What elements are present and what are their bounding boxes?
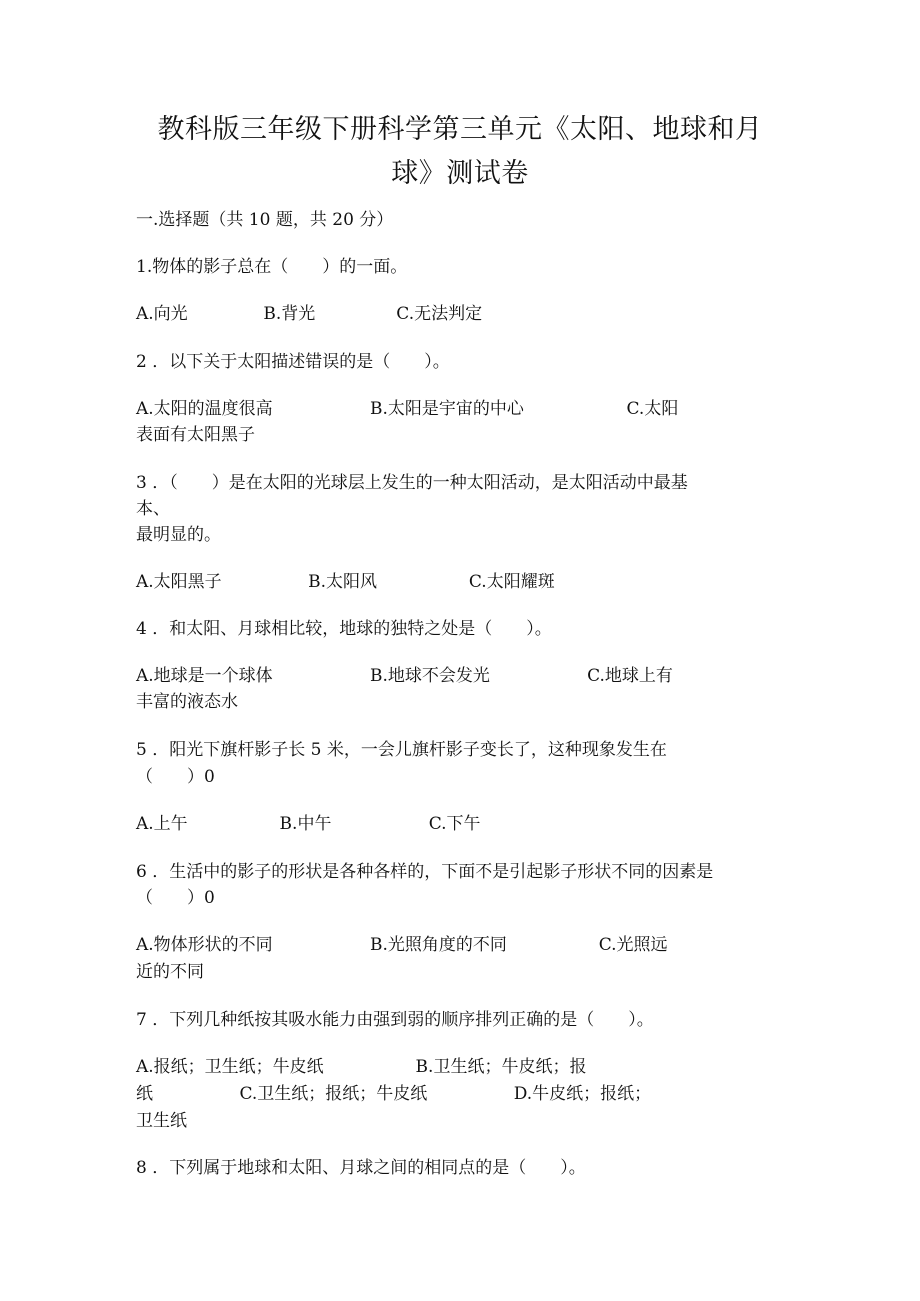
q5-stem-line1: 5 ．阳光下旗杆影子长 5 米，一会儿旗杆影子变长了，这种现象发生在 [136,740,667,760]
q4-stem: 4 ．和太阳、月球相比较，地球的独特之处是（ ）。 [136,619,552,639]
section-header: 一.选择题（共 10 题，共 20 分） [136,210,394,230]
q4-options-line2: 丰富的液态水 [136,692,238,712]
q1-options: A.向光 B.背光 C.无法判定 [136,304,483,324]
q5-options: A.上午 B.中午 C.下午 [136,814,481,834]
q7-options-line1: A.报纸；卫生纸；牛皮纸 B.卫生纸；牛皮纸；报 [136,1057,587,1077]
q3-stem-line1: 3 ．（ ）是在太阳的光球层上发生的一种太阳活动，是太阳活动中最基 [136,473,688,493]
title-line-1: 教科版三年级下册科学第三单元《太阳、地球和月 [157,114,763,145]
q7-options-line3: 卫生纸 [136,1111,187,1131]
q7-options-line2: 纸 C.卫生纸；报纸；牛皮纸 D.牛皮纸；报纸； [136,1084,652,1104]
q2-options-line1: A.太阳的温度很高 B.太阳是宇宙的中心 C.太阳 [136,399,679,419]
q7-stem: 7 ．下列几种纸按其吸水能力由强到弱的顺序排列正确的是（ ）。 [136,1010,654,1030]
q1-stem: 1.物体的影子总在（ ）的一面。 [136,257,408,277]
q6-stem-line2: （ ）0 [136,888,215,908]
q2-stem: 2 ．以下关于太阳描述错误的是（ ）。 [136,352,450,372]
q3-options: A.太阳黑子 B.太阳风 C.太阳耀斑 [136,572,555,592]
q8-stem: 8 ．下列属于地球和太阳、月球之间的相同点的是（ ）。 [136,1158,586,1178]
q6-stem-line1: 6 ．生活中的影子的形状是各种各样的，下面不是引起影子形状不同的因素是 [136,862,714,882]
q6-options-line2: 近的不同 [136,962,204,982]
q3-stem-line2: 本、 [136,499,170,519]
q6-options-line1: A.物体形状的不同 B.光照角度的不同 C.光照远 [136,935,668,955]
q2-options-line2: 表面有太阳黑子 [136,425,255,445]
q5-stem-line2: （ ）0 [136,767,215,787]
q3-stem-line3: 最明显的。 [136,525,221,545]
q4-options-line1: A.地球是一个球体 B.地球不会发光 C.地球上有 [136,666,673,686]
title-line-2: 球》测试卷 [391,158,529,189]
